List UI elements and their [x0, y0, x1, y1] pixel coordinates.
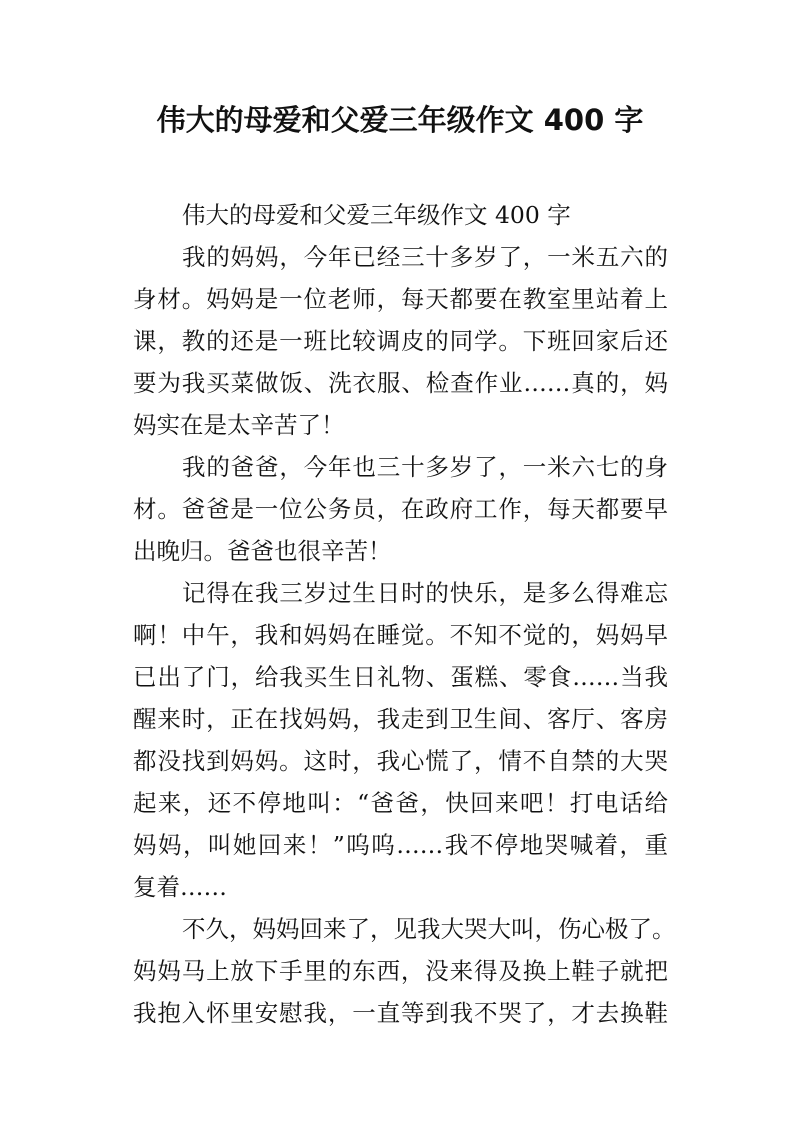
- text-line: 妈妈，叫她回来！”呜呜……我不停地哭喊着，重: [133, 831, 668, 859]
- text-line: 出晚归。爸爸也很辛苦！: [133, 537, 392, 565]
- document-title: 伟大的母爱和父爱三年级作文 400 字: [156, 103, 644, 137]
- text-line: 材。爸爸是一位公务员，在政府工作，每天都要早: [133, 495, 668, 523]
- text-line: 已出了门，给我买生日礼物、蛋糕、零食……当我: [133, 663, 668, 691]
- text-line: 记得在我三岁过生日时的快乐，是多么得难忘: [182, 579, 668, 607]
- text-line: 课，教的还是一班比较调皮的同学。下班回家后还: [133, 327, 668, 355]
- text-line: 妈实在是太辛苦了！: [133, 411, 345, 439]
- text-line: 我的爸爸，今年也三十多岁了，一米六七的身: [182, 453, 668, 481]
- text-line: 起来，还不停地叫：“爸爸，快回来吧！打电话给: [133, 789, 668, 817]
- text-line: 妈妈马上放下手里的东西，没来得及换上鞋子就把: [133, 957, 668, 985]
- text-line: 啊！中午，我和妈妈在睡觉。不知不觉的，妈妈早: [133, 621, 668, 649]
- text-line: 我的妈妈，今年已经三十多岁了，一米五六的: [182, 243, 668, 271]
- text-line: 不久，妈妈回来了，见我大哭大叫，伤心极了。: [182, 915, 676, 943]
- text-line: 都没找到妈妈。这时，我心慌了，情不自禁的大哭: [133, 747, 668, 775]
- text-line: 身材。妈妈是一位老师，每天都要在教室里站着上: [133, 285, 668, 313]
- document-body: [133, 194, 676, 1034]
- subtitle-line: 伟大的母爱和父爱三年级作文 400 字: [182, 201, 571, 229]
- text-line: 要为我买菜做饭、洗衣服、检查作业……真的，妈: [133, 369, 668, 397]
- text-line: 醒来时，正在找妈妈，我走到卫生间、客厅、客房: [133, 705, 668, 733]
- text-line: 复着……: [133, 873, 227, 901]
- text-line: 我抱入怀里安慰我，一直等到我不哭了，才去换鞋: [133, 999, 668, 1027]
